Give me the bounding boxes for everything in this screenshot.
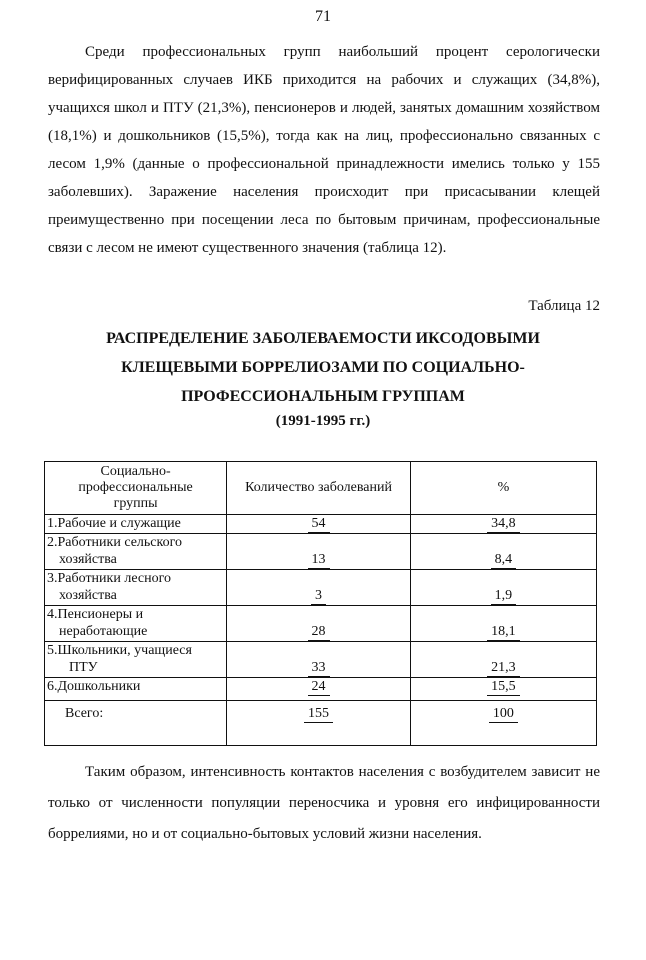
row-percent-value: 8,4 [491, 551, 517, 569]
row-group-line-1: 3.Работники лесного [47, 571, 171, 586]
table-row [45, 642, 597, 678]
table-header-row [45, 462, 597, 515]
total-label [45, 701, 227, 746]
header-group-line-2: профессиональные [78, 480, 193, 495]
row-group [45, 678, 227, 701]
row-percent [410, 642, 596, 678]
row-group-line-2: хозяйства [59, 552, 117, 567]
total-percent [410, 701, 596, 746]
row-group-line-1: 4.Пенсионеры и [47, 607, 144, 622]
row-count [227, 678, 411, 701]
row-count-value: 13 [308, 551, 330, 569]
table-title-line-1: РАСПРЕДЕЛЕНИЕ ЗАБОЛЕВАЕМОСТИ ИКСОДОВЫМИ [106, 330, 540, 347]
row-count [227, 606, 411, 642]
row-percent-value: 34,8 [487, 515, 520, 533]
row-percent-value: 1,9 [491, 587, 517, 605]
row-count [227, 570, 411, 606]
row-count [227, 515, 411, 534]
table-title [0, 324, 646, 411]
row-percent [410, 570, 596, 606]
total-percent-value: 100 [489, 705, 518, 723]
table-row [45, 678, 597, 701]
header-count: Количество заболеваний [227, 462, 411, 515]
total-count-value: 155 [304, 705, 333, 723]
row-group-line-1: 6.Дошкольники [47, 679, 141, 694]
row-count [227, 534, 411, 570]
row-group-line-1: 1.Рабочие и служащие [47, 516, 181, 531]
table-row [45, 534, 597, 570]
row-count-value: 54 [308, 515, 330, 533]
paragraph-intro: Среди профессиональных групп наибольший процент серологически верифицированных случаев ИКБ приходится на рабочих и служащих (34,8%), учащихся школ и ПТУ (21,3%), пенсионеров и людей, занятых домашним хозяйством (18,1%) и дошкольников (15,5%), тогда как на лиц, профессионально связанных с лесом 1,9% (данные о профессиональной принадлежности имелись только у 155 заболевших). Заражение населения происходит при присасывании клещей преимущественно при посещении леса по бытовым причинам, профессиональные связи с лесом не имеют существенного значения (таблица 12). [48, 44, 600, 256]
row-group-line-2: хозяйства [59, 588, 117, 603]
distribution-table [44, 461, 597, 746]
row-percent [410, 678, 596, 701]
row-percent [410, 515, 596, 534]
row-count-value: 24 [308, 678, 330, 696]
row-group-line-2: неработающие [59, 624, 148, 639]
table-title-line-3: ПРОФЕССИОНАЛЬНЫМ ГРУППАМ [181, 388, 465, 405]
row-percent [410, 534, 596, 570]
row-group [45, 642, 227, 678]
row-group [45, 570, 227, 606]
total-count [227, 701, 411, 746]
row-group [45, 534, 227, 570]
row-count-value: 3 [311, 587, 326, 605]
row-percent-value: 18,1 [487, 623, 520, 641]
row-count-value: 28 [308, 623, 330, 641]
header-group-line-1: Социально- [100, 464, 171, 479]
table-row [45, 570, 597, 606]
row-group-line-1: 2.Работники сельского [47, 535, 183, 550]
table-title-line-2: КЛЕЩЕВЫМИ БОРРЕЛИОЗАМИ ПО СОЦИАЛЬНО- [121, 359, 525, 376]
row-group-line-1: 5.Школьники, учащиеся [47, 643, 192, 658]
row-group [45, 515, 227, 534]
page-number: 71 [315, 8, 331, 25]
header-group [45, 462, 227, 515]
table-row [45, 606, 597, 642]
total-label-text: Всего: [65, 706, 104, 721]
row-percent [410, 606, 596, 642]
row-percent-value: 21,3 [487, 659, 520, 677]
table-row [45, 515, 597, 534]
row-percent-value: 15,5 [487, 678, 520, 696]
row-group-line-2: ПТУ [69, 660, 98, 675]
row-group [45, 606, 227, 642]
header-group-line-3: группы [113, 496, 158, 511]
row-count [227, 642, 411, 678]
table-total-row [45, 701, 597, 746]
table-years: (1991-1995 гг.) [275, 413, 371, 429]
row-count-value: 33 [308, 659, 330, 677]
table-label: Таблица 12 [528, 298, 600, 314]
paragraph-conclusion: Таким образом, интенсивность контактов населения с возбудителем зависит не только от численности популяции переносчика и уровня его инфицированности боррелиями, но и от социально-бытовых условий жизни населения. [48, 764, 600, 842]
header-percent: % [410, 462, 596, 515]
